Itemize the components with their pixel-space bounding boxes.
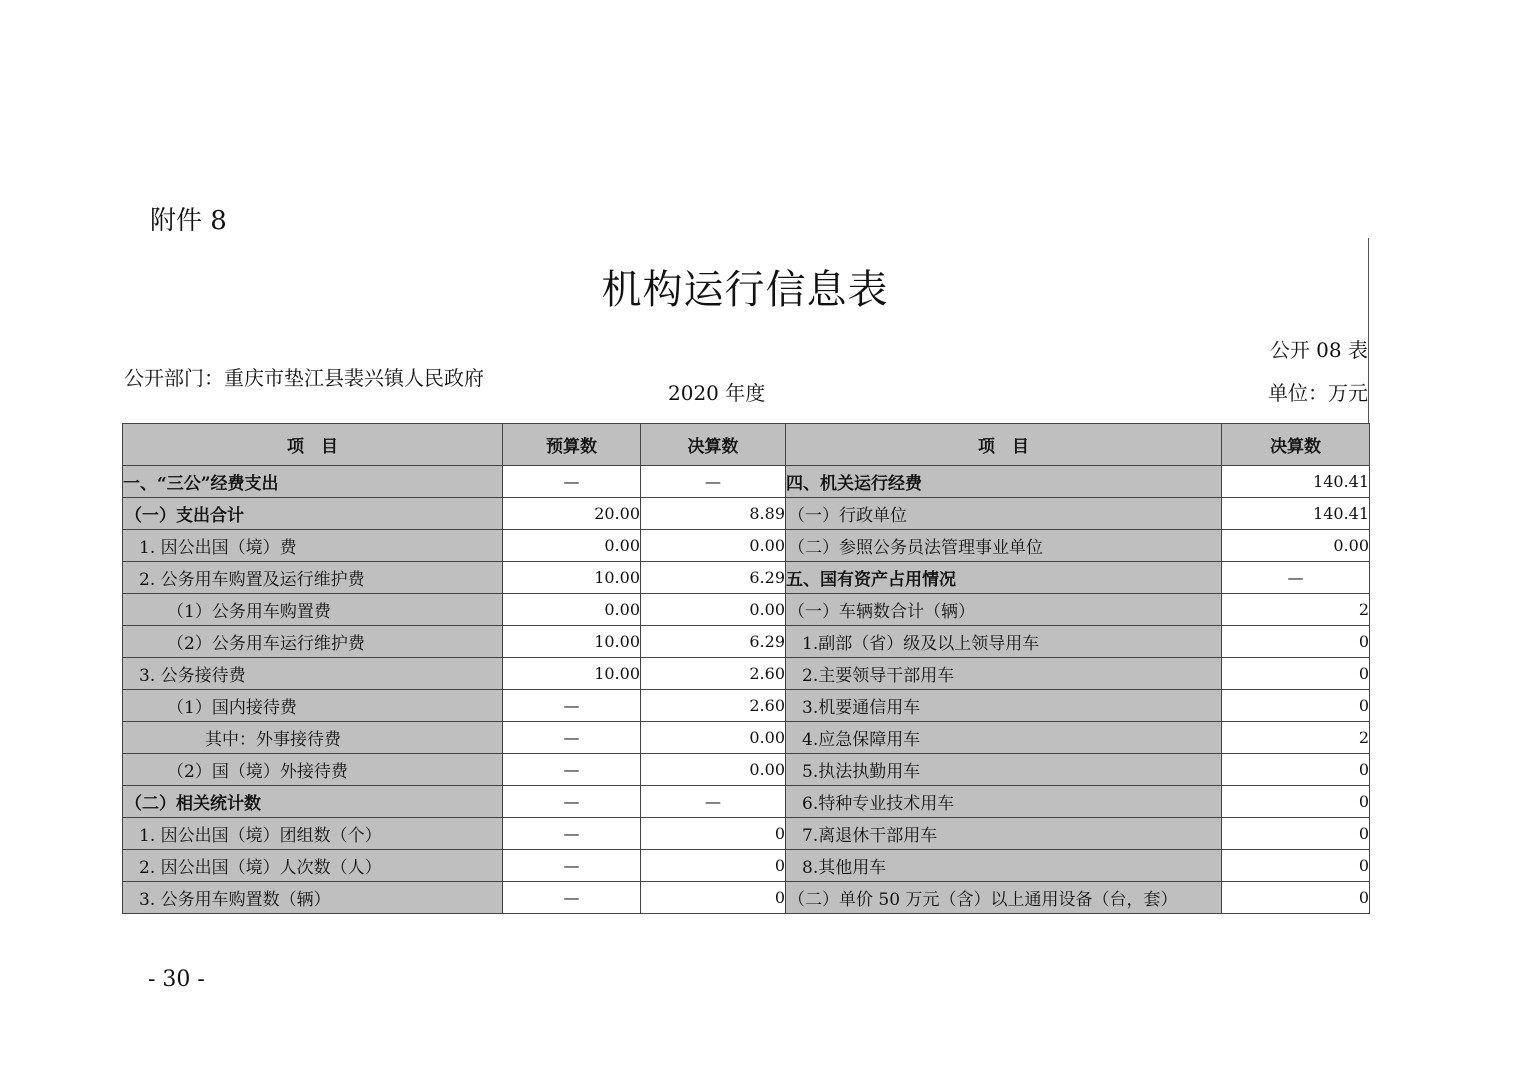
right-item: 1.副部（省）级及以上领导用车 — [786, 626, 1222, 658]
table-row — [123, 722, 1370, 754]
left-item: （1）公务用车购置费 — [123, 594, 503, 626]
table-header-row — [123, 424, 1370, 466]
table-row — [123, 498, 1370, 530]
left-item: 1. 因公出国（境）费 — [123, 530, 503, 562]
left-item: （1）国内接待费 — [123, 690, 503, 722]
actual-value: 0.00 — [641, 754, 786, 786]
table-row — [123, 562, 1370, 594]
right-actual-value: 0 — [1222, 882, 1370, 914]
budget-value: 0.00 — [503, 594, 641, 626]
right-item: 5.执法执勤用车 — [786, 754, 1222, 786]
right-item: 四、机关运行经费 — [786, 466, 1222, 498]
header-actual: 决算数 — [641, 424, 786, 466]
actual-value: 6.29 — [641, 562, 786, 594]
header-left-item: 项 目 — [123, 424, 503, 466]
table-row — [123, 882, 1370, 914]
actual-value: 0.00 — [641, 722, 786, 754]
right-item: 7.离退休干部用车 — [786, 818, 1222, 850]
budget-value: 0.00 — [503, 530, 641, 562]
left-item: 3. 公务用车购置数（辆） — [123, 882, 503, 914]
budget-value: — — [503, 690, 641, 722]
budget-value: 20.00 — [503, 498, 641, 530]
right-actual-value: 0 — [1222, 658, 1370, 690]
left-item: （一）支出合计 — [123, 498, 503, 530]
right-actual-value: 2 — [1222, 594, 1370, 626]
page-title: 机构运行信息表 — [601, 267, 889, 313]
budget-value: 10.00 — [503, 658, 641, 690]
left-item: （二）相关统计数 — [123, 786, 503, 818]
right-item: 8.其他用车 — [786, 850, 1222, 882]
actual-value: — — [641, 466, 786, 498]
table-row — [123, 818, 1370, 850]
right-actual-value: — — [1222, 562, 1370, 594]
header-right-item: 项 目 — [786, 424, 1222, 466]
department-label: 公开部门：重庆市垫江县裴兴镇人民政府 — [124, 366, 484, 390]
table-row — [123, 626, 1370, 658]
header-right-actual: 决算数 — [1222, 424, 1370, 466]
right-item: 6.特种专业技术用车 — [786, 786, 1222, 818]
table-row — [123, 690, 1370, 722]
table-row — [123, 658, 1370, 690]
right-item: 4.应急保障用车 — [786, 722, 1222, 754]
budget-value: — — [503, 882, 641, 914]
table-row — [123, 530, 1370, 562]
right-item: 五、国有资产占用情况 — [786, 562, 1222, 594]
right-actual-value: 0 — [1222, 626, 1370, 658]
page-number: - 30 - — [148, 967, 205, 992]
budget-value: — — [503, 466, 641, 498]
right-actual-value: 0 — [1222, 818, 1370, 850]
right-item: （一）行政单位 — [786, 498, 1222, 530]
actual-value: 2.60 — [641, 690, 786, 722]
right-item: 2.主要领导干部用车 — [786, 658, 1222, 690]
unit-label: 单位：万元 — [1268, 381, 1368, 405]
actual-value: 0.00 — [641, 594, 786, 626]
left-item: （2）国（境）外接待费 — [123, 754, 503, 786]
actual-value: 0 — [641, 818, 786, 850]
right-item: （二）单价 50 万元（含）以上通用设备（台，套） — [786, 882, 1222, 914]
table-row — [123, 466, 1370, 498]
budget-value: — — [503, 818, 641, 850]
budget-value: 10.00 — [503, 562, 641, 594]
table-row — [123, 594, 1370, 626]
header-budget: 预算数 — [503, 424, 641, 466]
right-item: （二）参照公务员法管理事业单位 — [786, 530, 1222, 562]
right-actual-value: 2 — [1222, 722, 1370, 754]
actual-value: 0 — [641, 882, 786, 914]
table-row — [123, 754, 1370, 786]
actual-value: 0.00 — [641, 530, 786, 562]
actual-value: 2.60 — [641, 658, 786, 690]
form-number: 公开 08 表 — [1269, 338, 1368, 362]
left-item: 1. 因公出国（境）团组数（个） — [123, 818, 503, 850]
actual-value: 8.89 — [641, 498, 786, 530]
actual-value: 0 — [641, 850, 786, 882]
budget-value: — — [503, 754, 641, 786]
left-item: 一、“三公”经费支出 — [123, 466, 503, 498]
table-row — [123, 786, 1370, 818]
budget-value: 10.00 — [503, 626, 641, 658]
actual-value: 6.29 — [641, 626, 786, 658]
table-row — [123, 850, 1370, 882]
right-actual-value: 0 — [1222, 690, 1370, 722]
actual-value: — — [641, 786, 786, 818]
left-item: 3. 公务接待费 — [123, 658, 503, 690]
budget-value: — — [503, 722, 641, 754]
right-actual-value: 0 — [1222, 754, 1370, 786]
right-actual-value: 0 — [1222, 850, 1370, 882]
right-actual-value: 0.00 — [1222, 530, 1370, 562]
right-item: 3.机要通信用车 — [786, 690, 1222, 722]
right-actual-value: 140.41 — [1222, 498, 1370, 530]
fiscal-year: 2020 年度 — [668, 381, 766, 405]
budget-value: — — [503, 850, 641, 882]
left-item: 2. 公务用车购置及运行维护费 — [123, 562, 503, 594]
attachment-label: 附件 8 — [150, 206, 227, 236]
left-item: 其中：外事接待费 — [123, 722, 503, 754]
operation-info-table — [122, 423, 1370, 914]
right-actual-value: 140.41 — [1222, 466, 1370, 498]
left-item: 2. 因公出国（境）人次数（人） — [123, 850, 503, 882]
right-item: （一）车辆数合计（辆） — [786, 594, 1222, 626]
left-item: （2）公务用车运行维护费 — [123, 626, 503, 658]
right-actual-value: 0 — [1222, 786, 1370, 818]
budget-value: — — [503, 786, 641, 818]
